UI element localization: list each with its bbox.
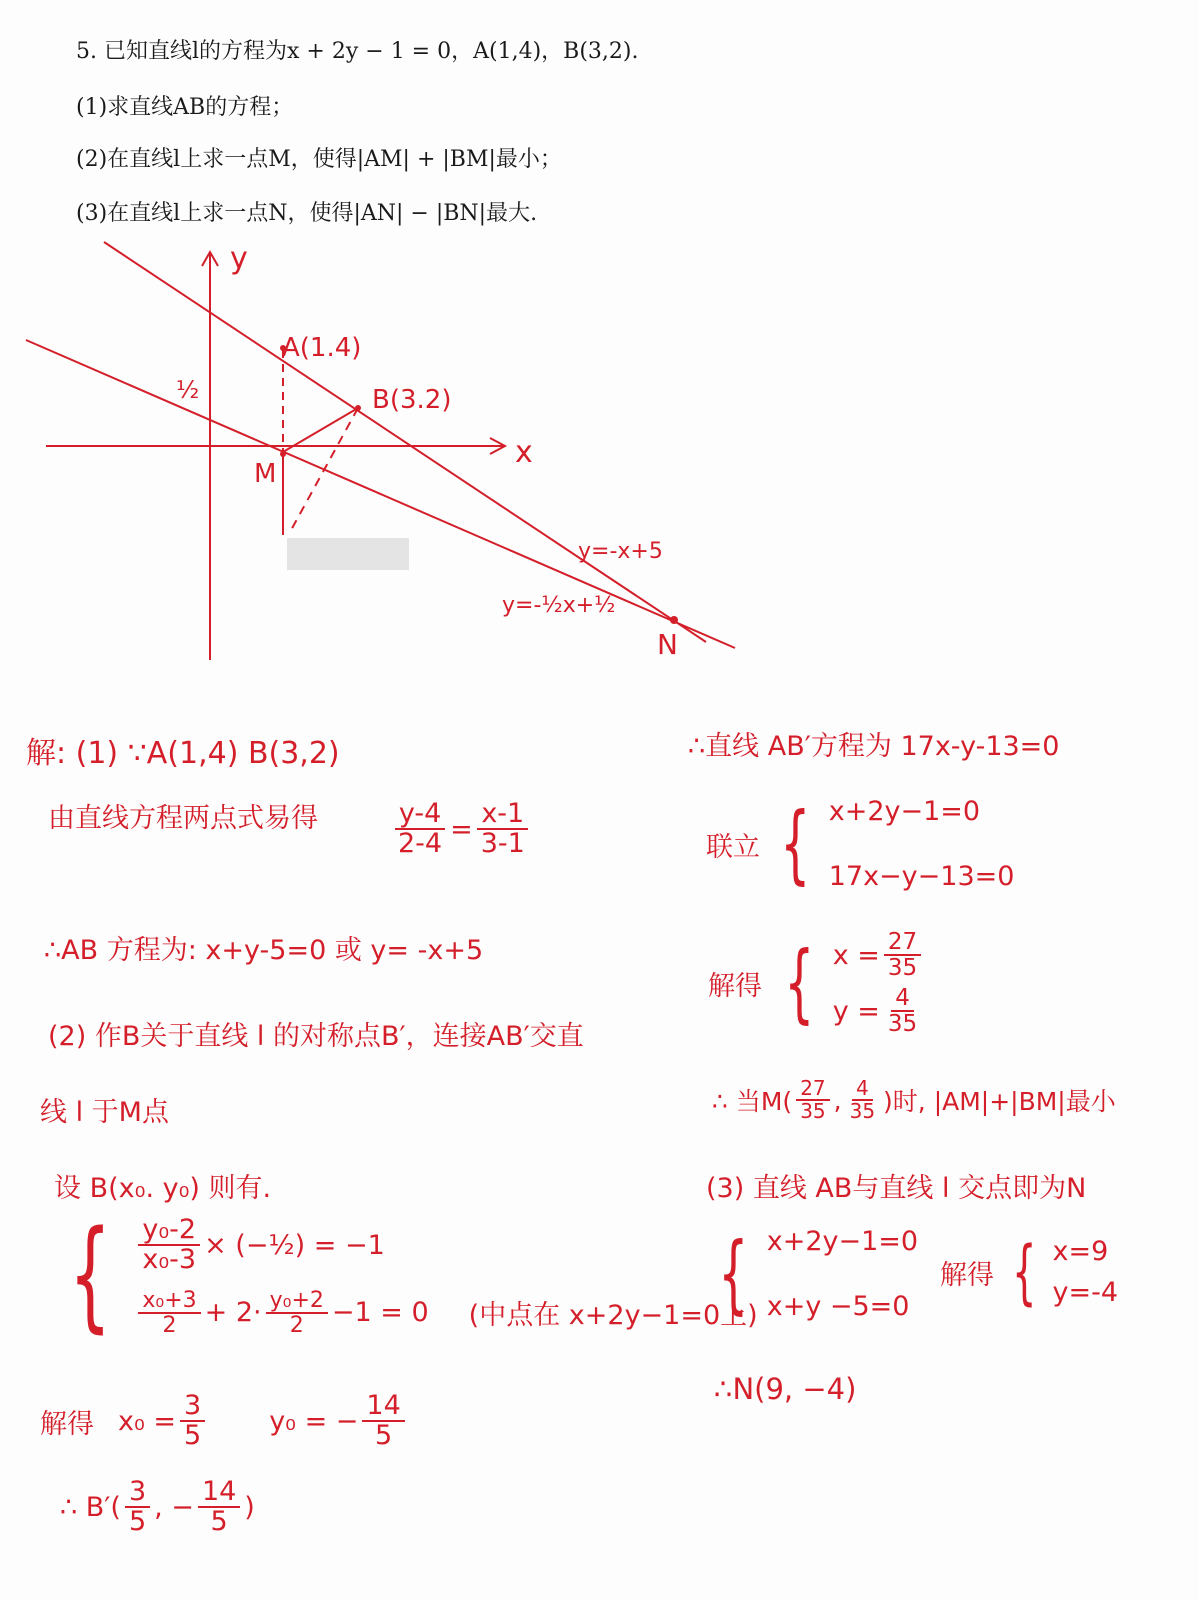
part3-eq-2: x+y −5=0	[766, 1291, 910, 1322]
point-b	[355, 405, 361, 411]
join-eq-1: x+2y−1=0	[828, 796, 981, 827]
point-n-result: ∴N(9, −4)	[714, 1372, 857, 1406]
part2-line1: (2) 作B关于直线 l 的对称点B′，连接AB′交直	[48, 1021, 584, 1052]
part2-set-b: 设 B(x₀. y₀) 则有.	[54, 1173, 272, 1204]
part2-line2: 线 l 于M点	[40, 1097, 169, 1128]
x-axis-label: x	[515, 435, 533, 470]
solve-system-m: 解得 { x = $\frac{27}{35}$ y = $\frac{4}{35}$	[708, 930, 925, 1037]
midpoint-note: (中点在 x+2y−1=0上)	[468, 1300, 758, 1332]
problem-title: 5. 已知直线l的方程为x + 2y − 1 = 0，A(1,4)，B(3,2).	[76, 39, 639, 64]
coordinate-diagram	[0, 230, 760, 680]
fraction-y: $\frac{y-4}{2-4}$	[394, 800, 446, 859]
label-half: ½	[176, 376, 200, 404]
point-m-result: ∴ 当M( $\frac{27}{35}$ , $\frac{4}{35}$ )时, |AM|+|BM|最小	[712, 1076, 1116, 1123]
ab-prime-equation: ∴直线 AB′方程为 17x-y-13=0	[688, 731, 1060, 762]
label-n: N	[657, 628, 678, 661]
solution-x: x = $\frac{27}{35}$	[833, 930, 925, 980]
dashed-b-bprime	[290, 408, 358, 532]
part2-system: { $\frac{\text{y₀-2}}{\text{x₀-3}}$ × (−½) = −1 $\frac{\text{x₀+3}}{2}$ + 2· $\frac{\text{y₀+2}}{2}$ −1 = 0 (中点在 x+2y−1=0上)	[69, 1206, 758, 1346]
question-3: (3)在直线l上求一点N，使得|AN| − |BN|最大.	[76, 201, 538, 226]
y-axis-label: y	[230, 241, 248, 276]
part3-eq-1: x+2y−1=0	[766, 1226, 919, 1257]
label-line-l: y=-½x+½	[502, 593, 616, 618]
solution-y: y = $\frac{4}{35}$	[832, 985, 918, 1038]
solution-part1-head: 解: (1) ∵A(1,4) B(3,2)	[26, 736, 340, 771]
b-prime-coords: ∴ B′( $\frac{3}{5}$ , − $\frac{14}{5}$ )	[60, 1476, 255, 1538]
point-n	[670, 616, 678, 624]
part3-system: { x+2y−1=0 x+y −5=0	[718, 1224, 919, 1324]
fraction-x: $\frac{x-1}{3-1}$	[477, 800, 529, 859]
join-system: 联立 { x+2y−1=0 17x−y−13=0	[706, 794, 1015, 894]
part2-solve: 解得 x₀ = $\frac{3}{5}$ y₀ = − $\frac{14}{5}$	[40, 1392, 409, 1451]
point-m	[280, 451, 286, 457]
question-1: (1)求直线AB的方程；	[76, 95, 294, 120]
label-line-ab: y=-x+5	[578, 539, 663, 564]
system-line-1: $\frac{\text{y₀-2}}{\text{x₀-3}}$ × (−½) = −1	[134, 1216, 757, 1275]
part3-solution: 解得 { x=9 y=-4	[940, 1231, 1119, 1313]
part3-line: (3) 直线 AB与直线 l 交点即为N	[706, 1173, 1087, 1204]
question-2: (2)在直线l上求一点M，使得|AM| + |BM|最小；	[76, 147, 562, 172]
label-b: B(3.2)	[372, 385, 452, 415]
ab-equation-result: ∴AB 方程为: x+y-5=0 或 y= -x+5	[44, 935, 484, 966]
n-x-value: x=9	[1052, 1236, 1109, 1267]
label-m: M	[254, 459, 277, 489]
n-y-value: y=-4	[1052, 1277, 1119, 1308]
system-line-2: $\frac{\text{x₀+3}}{2}$ + 2· $\frac{\text{y₀+2}}{2}$ −1 = 0 (中点在 x+2y−1=0上)	[134, 1289, 757, 1337]
two-point-equation	[390, 800, 533, 859]
eraser-smudge	[287, 538, 409, 570]
two-point-form-label: 由直线方程两点式易得	[48, 803, 318, 834]
label-a: A(1.4)	[282, 333, 362, 363]
line-ab	[104, 242, 706, 642]
equals-sign: =	[450, 813, 473, 845]
join-eq-2: 17x−y−13=0	[828, 861, 1015, 892]
